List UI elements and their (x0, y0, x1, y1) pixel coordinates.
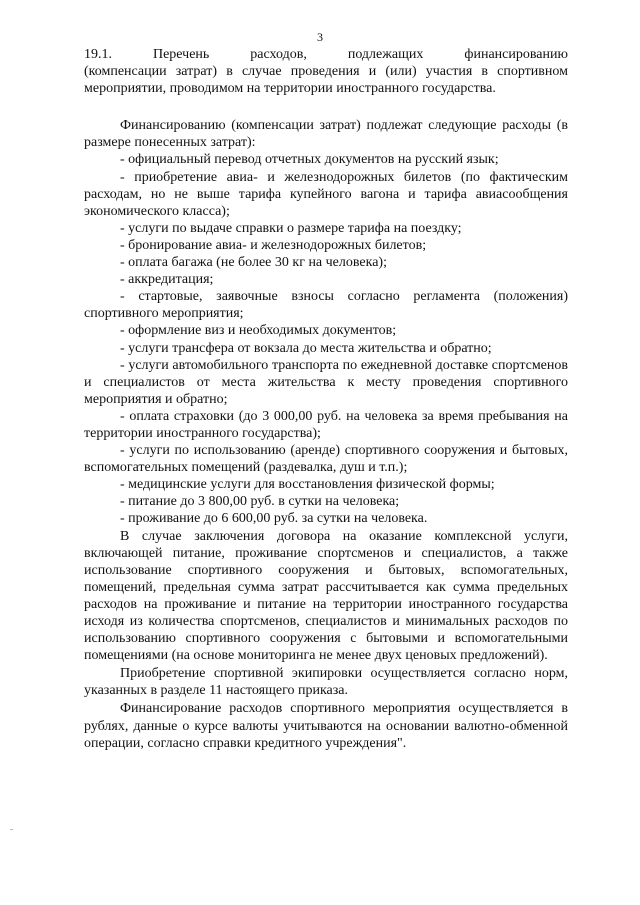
section-heading-line (84, 46, 568, 63)
equipment-paragraph: Приобретение спортивной экипировки осуществляется согласно норм, указанных в разделе 11 настоящего приказа. (84, 666, 568, 699)
heading-word: расходов, (250, 47, 307, 62)
heading-word: подлежащих (347, 47, 424, 62)
list-item: - питание до 3 800,00 руб. в сутки на человека; (120, 494, 400, 510)
list-item: - аккредитация; (120, 272, 214, 288)
section-heading-continuation: (компенсации затрат) в случае проведения и (или) участия в спортивном мероприятии, проводимом на территории иностранного государства. (84, 64, 568, 97)
list-item: - услуги трансфера от вокзала до места жительства и обратно; (120, 340, 492, 356)
complex-service-paragraph: В случае заключения договора на оказание комплексной услуги, включающей питание, проживание спортсменов и специалистов, а также использование спортивного сооружения и бытовых, вспомогательных, помещений, предельная сумма затрат рассчитывается как сумма предельных расходов на проживание и питание на территории иностранного государства исходя из количества спортсменов, специалистов и минимальных расходов по использованию спортивного сооружения с бытовыми и вспомогательными помещениями (на основе мониторинга не менее двух ценовых предложений). (84, 528, 568, 664)
list-item: - бронирование авиа- и железнодорожных билетов; (120, 237, 427, 253)
list-item: - проживание до 6 600,00 руб. за сутки на человека. (120, 511, 428, 527)
list-item: - стартовые, заявочные взносы согласно регламента (положения) спортивного мероприятия; (84, 289, 568, 322)
list-item: - услуги по использованию (аренде) спортивного сооружения и бытовых, вспомогательных помещений (раздевалка, душ и т.п.); (84, 443, 568, 476)
list-item: - приобретение авиа- и железнодорожных билетов (по фактическим расходам, но не выше тарифа купейного вагона и тарифа авиасообщения экономического класса); (84, 169, 568, 219)
heading-word: финансированию (464, 47, 568, 62)
list-item: - услуги автомобильного транспорта по ежедневной доставке спортсменов и специалистов от места жительства к месту проведения спортивного мероприятия и обратно; (84, 357, 568, 407)
intro-paragraph: Финансированию (компенсации затрат) подлежат следующие расходы (в размере понесенных затрат): (84, 118, 568, 151)
list-item: - оформление виз и необходимых документов; (120, 323, 397, 339)
heading-word: Перечень (152, 47, 210, 62)
list-item: - официальный перевод отчетных документов на русский язык; (120, 152, 499, 168)
list-item: - услуги по выдаче справки о размере тарифа на поездку; (120, 220, 462, 236)
currency-paragraph: Финансирование расходов спортивного мероприятия осуществляется в рублях, данные о курсе валюты учитываются на основании валютно-обменной операции, согласно справки кредитного учреждения". (84, 701, 568, 751)
document-body (84, 46, 568, 752)
list-item: - оплата багажа (не более 30 кг на человека); (120, 255, 387, 271)
page-number: 3 (317, 30, 323, 44)
list-item: - медицинские услуги для восстановления физической формы; (120, 477, 495, 493)
scan-mark (10, 829, 13, 830)
section-number: 19.1. (84, 47, 112, 62)
list-item: - оплата страховки (до 3 000,00 руб. на человека за время пребывания на территории иностранного государства); (84, 408, 568, 441)
